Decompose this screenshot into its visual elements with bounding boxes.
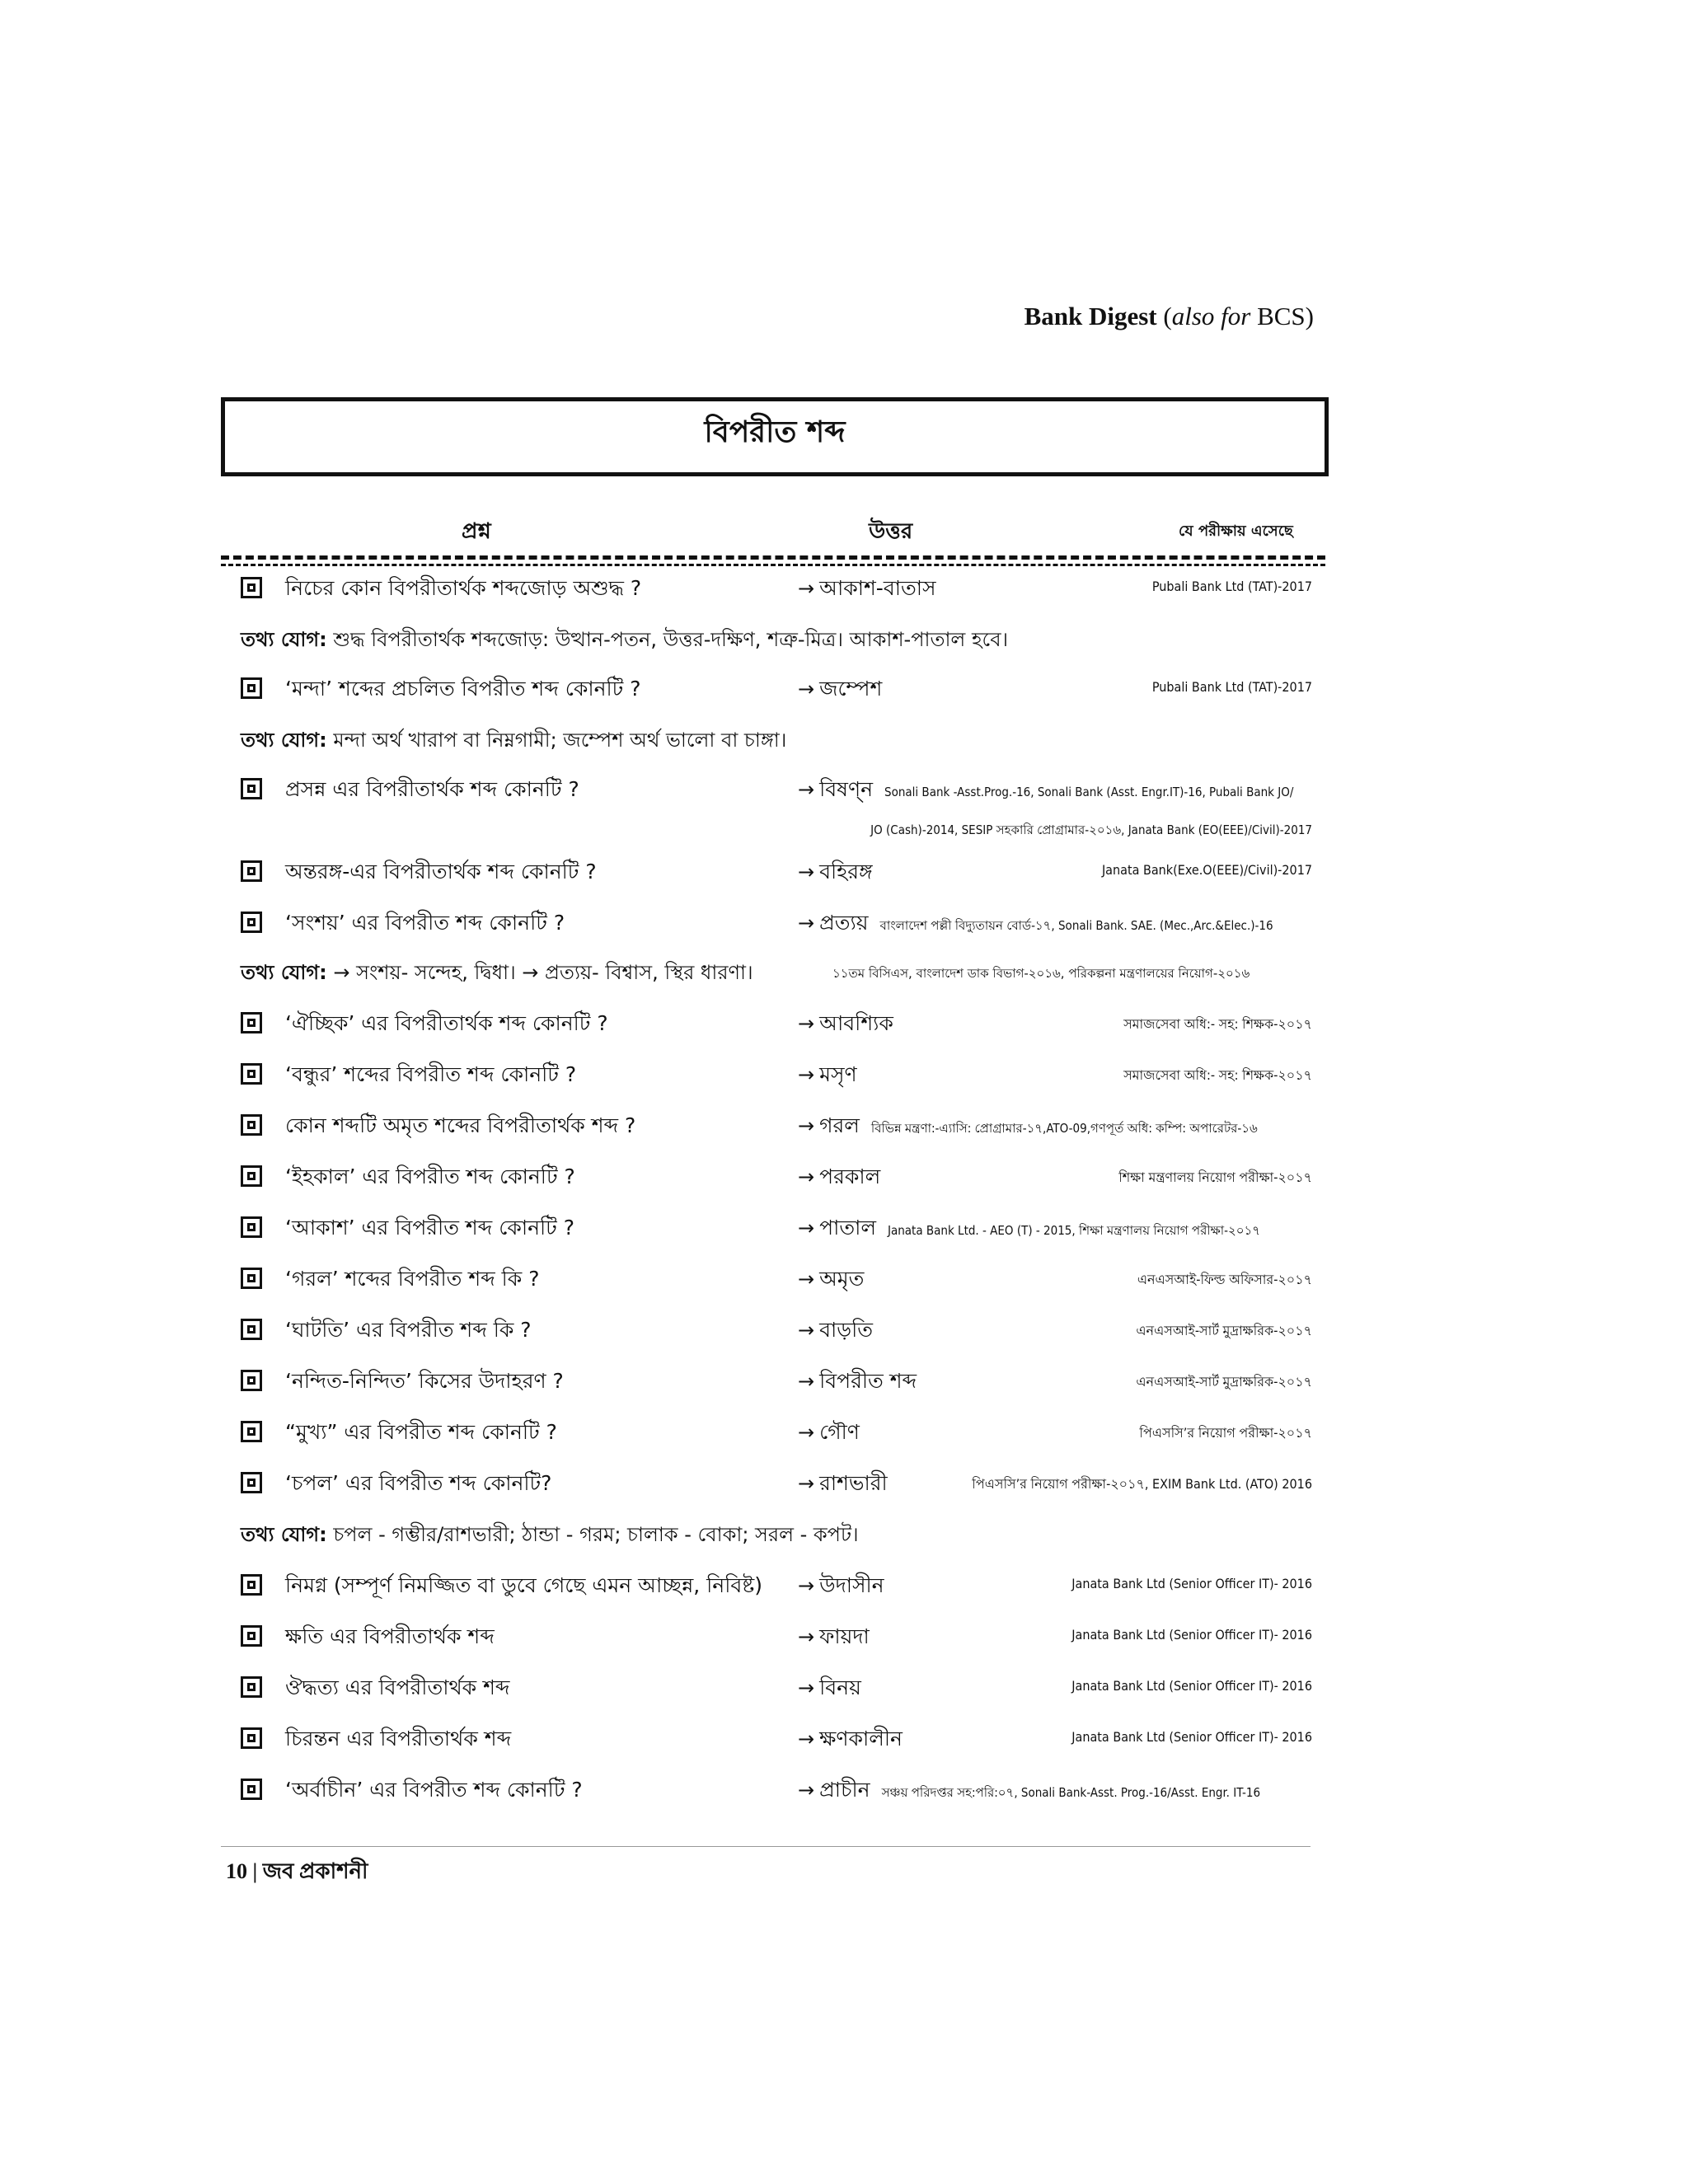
- answer: [798, 673, 882, 708]
- qa-row: [0, 1472, 1688, 1505]
- exam-source: Janata Bank Ltd. - AEO (T) - 2015, শিক্ষা মন্ত্রণালয় নিয়োগ পরীক্ষা-২০১৭: [887, 1223, 1261, 1238]
- arrow-right-icon: →: [798, 1727, 815, 1750]
- qa-row: [0, 1727, 1688, 1760]
- answer: [798, 1160, 880, 1196]
- answer-text: রাশভারী: [819, 1471, 888, 1495]
- answer-text: জম্পেশ: [819, 677, 883, 701]
- info-text: → সংশয়- সন্দেহ, দ্বিধা। → প্রত্যয়- বিশ্বাস, স্থির ধারণা।: [333, 961, 753, 984]
- square-bullet-icon: [241, 1012, 262, 1033]
- info-label: তথ্য যোগ:: [241, 1523, 327, 1546]
- header-divider: [221, 555, 1325, 560]
- exam-source-continued: JO (Cash)-2014, SESIP সহকারি প্রোগ্রামার-২০১৬, Janata Bank (EO(EEE)/Civil)-2017: [870, 823, 1312, 837]
- answer-text: মসৃণ: [819, 1062, 857, 1086]
- arrow-right-icon: →: [798, 1676, 815, 1699]
- column-header-answer: উত্তর: [869, 519, 913, 544]
- exam-source: Pubali Bank Ltd (TAT)-2017: [1151, 679, 1312, 695]
- answer: [798, 1314, 873, 1349]
- answer: [798, 1671, 861, 1707]
- qa-row: [0, 1165, 1688, 1198]
- info-label: তথ্য যোগ:: [241, 628, 327, 651]
- exam-source: সমাজসেবা অধি:- সহ: শিক্ষক-২০১৭: [1123, 1067, 1312, 1083]
- brand-tail: BCS: [1257, 302, 1306, 330]
- exam-source: Janata Bank Ltd (Senior Officer IT)- 2016: [1071, 1627, 1312, 1643]
- arrow-right-icon: →: [798, 860, 815, 883]
- arrow-right-icon: →: [798, 1268, 815, 1291]
- info-note: [241, 1520, 859, 1553]
- square-bullet-icon: [241, 1268, 262, 1289]
- qa-row: [0, 1625, 1688, 1658]
- arrow-right-icon: →: [798, 1114, 815, 1137]
- square-bullet-icon: [241, 577, 262, 598]
- square-bullet-icon: [241, 1779, 262, 1800]
- exam-source: সমাজসেবা অধি:- সহ: শিক্ষক-২০১৭: [1123, 1016, 1312, 1032]
- answer: [798, 1722, 903, 1758]
- answer-text: পরকাল: [819, 1165, 881, 1188]
- brand-name: Bank Digest: [1024, 302, 1157, 330]
- question-text: নিচের কোন বিপরীতার্থক শব্দজোড় অশুদ্ধ ?: [285, 576, 642, 600]
- footer-divider: [221, 1846, 1311, 1847]
- page-footer: [226, 1854, 368, 1891]
- arrow-right-icon: →: [798, 577, 815, 600]
- question-text: ‘ঐচ্ছিক’ এর বিপরীতার্থক শব্দ কোনটি ?: [285, 1011, 608, 1035]
- question-text: ‘মন্দা’ শব্দের প্রচলিত বিপরীত শব্দ কোনটি ?: [285, 677, 641, 701]
- square-bullet-icon: [241, 1472, 262, 1493]
- title-box: [221, 397, 1329, 476]
- question-text: প্রসন্ন এর বিপরীতার্থক শব্দ কোনটি ?: [285, 777, 579, 801]
- answer-text: বিনয়: [819, 1675, 861, 1699]
- answer: [798, 1212, 1260, 1247]
- info-note: [241, 725, 786, 758]
- answer: [798, 1365, 917, 1400]
- question-text: ‘ঘাটতি’ এর বিপরীত শব্দ কি ?: [285, 1318, 532, 1342]
- answer: [798, 855, 873, 891]
- exam-source: Janata Bank Ltd (Senior Officer IT)- 2016: [1071, 1678, 1312, 1694]
- qa-row: [0, 1268, 1688, 1301]
- answer-text: অমৃত: [819, 1267, 865, 1291]
- qa-row: [0, 778, 1688, 811]
- question-text: অন্তরঙ্গ-এর বিপরীতার্থক শব্দ কোনটি ?: [285, 860, 597, 883]
- page-number: 10: [226, 1859, 247, 1883]
- info-note: [241, 958, 753, 991]
- question-text: ‘চপল’ এর বিপরীত শব্দ কোনটি?: [285, 1471, 552, 1495]
- info-text: শুদ্ধ বিপরীতার্থক শব্দজোড়: উত্থান-পতন, উত্তর-দক্ষিণ, শত্রু-মিত্র। আকাশ-পাতাল হবে।: [333, 628, 1009, 651]
- exam-source: শিক্ষা মন্ত্রণালয় নিয়োগ পরীক্ষা-২০১৭: [1118, 1169, 1312, 1185]
- arrow-right-icon: →: [798, 677, 815, 701]
- square-bullet-icon: [241, 1625, 262, 1647]
- answer: [798, 1007, 893, 1043]
- answer-text: বহিরঙ্গ: [819, 860, 873, 883]
- arrow-right-icon: →: [798, 1063, 815, 1086]
- answer-text: প্রাচীন: [819, 1778, 870, 1802]
- exam-source: পিএসসি’র নিয়োগ পরীক্ষা-২০১৭, EXIM Bank Ltd. (ATO) 2016: [972, 1476, 1312, 1492]
- answer-text: প্রত্যয়: [819, 911, 869, 935]
- qa-row: [0, 1114, 1688, 1147]
- question-text: চিরন্তন এর বিপরীতার্থক শব্দ: [285, 1727, 512, 1750]
- exam-source: বিভিন্ন মন্ত্রণা:-এ্যাসি: প্রোগ্রামার-১৭,ATO-09,গণপূর্ত অধি: কম্পি: অপারেটর-১৬: [870, 1121, 1258, 1136]
- exam-source: পিএসসি’র নিয়োগ পরীক্ষা-২০১৭: [1139, 1425, 1312, 1441]
- publisher-name: জব প্রকাশনী: [262, 1859, 368, 1883]
- arrow-right-icon: →: [798, 1625, 815, 1648]
- answer-text: আবশ্যিক: [819, 1011, 893, 1035]
- qa-row: [0, 1779, 1688, 1811]
- exam-source: এনএসআই-সার্ট মুদ্রাক্ষরিক-২০১৭: [1136, 1374, 1312, 1390]
- square-bullet-icon: [241, 1370, 262, 1391]
- answer: [798, 1774, 1260, 1809]
- question-text: ক্ষতি এর বিপরীতার্থক শব্দ: [285, 1624, 495, 1648]
- answer-text: বাড়তি: [819, 1318, 874, 1342]
- page-title: বিপরীত শব্দ: [704, 415, 846, 449]
- qa-row: [0, 1216, 1688, 1249]
- answer-text: গরল: [819, 1113, 860, 1137]
- question-text: ‘বন্ধুর’ শব্দের বিপরীত শব্দ কোনটি ?: [285, 1062, 577, 1086]
- exam-source: Janata Bank Ltd (Senior Officer IT)- 2016: [1071, 1576, 1312, 1591]
- qa-row: [0, 1370, 1688, 1403]
- answer: [798, 1620, 870, 1656]
- square-bullet-icon: [241, 912, 262, 933]
- exam-source: বাংলাদেশ পল্লী বিদ্যুতায়ন বোর্ড-১৭, Sonali Bank. SAE. (Mec.,Arc.&Elec.)-16: [879, 918, 1273, 933]
- arrow-right-icon: →: [798, 1319, 815, 1342]
- arrow-right-icon: →: [798, 1574, 815, 1597]
- brand-italic: also for: [1171, 302, 1251, 330]
- arrow-right-icon: →: [798, 1472, 815, 1495]
- info-text: চপল - গম্ভীর/রাশভারী; ঠান্ডা - গরম; চালাক - বোকা; সরল - কপট।: [333, 1523, 859, 1546]
- square-bullet-icon: [241, 1216, 262, 1238]
- square-bullet-icon: [241, 677, 262, 699]
- answer-text: আকাশ-বাতাস: [819, 576, 936, 600]
- info-note: [241, 625, 1008, 658]
- question-text: ‘গরল’ শব্দের বিপরীত শব্দ কি ?: [285, 1267, 540, 1291]
- exam-source: সঞ্চয় পরিদপ্তর সহ:পরি:০৭, Sonali Bank-Asst. Prog.-16/Asst. Engr. IT-16: [881, 1785, 1261, 1800]
- qa-row: [0, 912, 1688, 944]
- exam-source: Janata Bank(Exe.O(EEE)/Civil)-2017: [1101, 862, 1312, 878]
- answer-text: গৌণ: [819, 1420, 860, 1444]
- answer-text: ফায়দা: [819, 1624, 870, 1648]
- square-bullet-icon: [241, 1421, 262, 1442]
- arrow-right-icon: →: [798, 1421, 815, 1444]
- question-text: ‘ইহকাল’ এর বিপরীত শব্দ কোনটি ?: [285, 1165, 575, 1188]
- exam-source: Janata Bank Ltd (Senior Officer IT)- 2016: [1071, 1729, 1312, 1745]
- question-text: কোন শব্দটি অমৃত শব্দের বিপরীতার্থক শব্দ ?: [285, 1113, 636, 1137]
- qa-row: [0, 1012, 1688, 1045]
- square-bullet-icon: [241, 1165, 262, 1187]
- question-text: ‘সংশয়’ এর বিপরীত শব্দ কোনটি ?: [285, 911, 565, 935]
- arrow-right-icon: →: [798, 1012, 815, 1035]
- square-bullet-icon: [241, 1676, 262, 1698]
- square-bullet-icon: [241, 1063, 262, 1085]
- answer-text: উদাসীন: [819, 1573, 884, 1597]
- header-divider-2: [221, 564, 1325, 566]
- answer: [798, 773, 1293, 808]
- info-label: তথ্য যোগ:: [241, 729, 327, 752]
- question-text: “মুখ্য” এর বিপরীত শব্দ কোনটি ?: [285, 1420, 557, 1444]
- qa-row: [0, 1574, 1688, 1607]
- column-header-source: যে পরীক্ষায় এসেছে: [1179, 523, 1293, 540]
- column-header-question: প্রশ্ন: [462, 519, 491, 544]
- answer: [798, 1416, 860, 1451]
- question-text: ঔদ্ধত্য এর বিপরীতার্থক শব্দ: [285, 1675, 510, 1699]
- header-brand: Bank Digest (also for BCS): [1024, 302, 1314, 330]
- footer-separator: |: [252, 1859, 258, 1883]
- answer: [798, 1263, 864, 1298]
- square-bullet-icon: [241, 1574, 262, 1596]
- answer: [798, 1467, 888, 1502]
- arrow-right-icon: →: [798, 912, 815, 935]
- question-text: ‘নন্দিত-নিন্দিত’ কিসের উদাহরণ ?: [285, 1369, 564, 1393]
- arrow-right-icon: →: [798, 1216, 815, 1240]
- answer-text: বিপরীত শব্দ: [819, 1369, 917, 1393]
- answer-text: পাতাল: [819, 1216, 876, 1240]
- answer: [798, 1058, 857, 1094]
- arrow-right-icon: →: [798, 778, 815, 801]
- qa-row: [0, 1319, 1688, 1352]
- answer: [798, 1109, 1258, 1145]
- square-bullet-icon: [241, 778, 262, 799]
- arrow-right-icon: →: [798, 1779, 815, 1802]
- square-bullet-icon: [241, 860, 262, 882]
- answer: [798, 907, 1273, 942]
- qa-row: [0, 677, 1688, 710]
- qa-row: [0, 1063, 1688, 1096]
- answer: [798, 572, 936, 607]
- square-bullet-icon: [241, 1319, 262, 1340]
- question-text: ‘আকাশ’ এর বিপরীত শব্দ কোনটি ?: [285, 1216, 574, 1240]
- exam-source: Pubali Bank Ltd (TAT)-2017: [1151, 579, 1312, 594]
- question-text: ‘অর্বাচীন’ এর বিপরীত শব্দ কোনটি ?: [285, 1778, 583, 1802]
- exam-source: এনএসআই-সার্ট মুদ্রাক্ষরিক-২০১৭: [1136, 1323, 1312, 1338]
- arrow-right-icon: →: [798, 1370, 815, 1393]
- square-bullet-icon: [241, 1727, 262, 1749]
- square-bullet-icon: [241, 1114, 262, 1136]
- question-text: নিমগ্ন (সম্পূর্ণ নিমজ্জিত বা ডুবে গেছে এমন আচ্ছন্ন, নিবিষ্ট): [285, 1573, 763, 1597]
- qa-row: [0, 1421, 1688, 1454]
- qa-row: [0, 860, 1688, 893]
- qa-row: [0, 1676, 1688, 1709]
- exam-source: Sonali Bank -Asst.Prog.-16, Sonali Bank (Asst. Engr.IT)-16, Pubali Bank JO/: [884, 785, 1294, 799]
- arrow-right-icon: →: [798, 1165, 815, 1188]
- answer: [798, 1569, 884, 1605]
- answer-text: ক্ষণকালীন: [819, 1727, 903, 1750]
- info-text: মন্দা অর্থ খারাপ বা নিম্নগামী; জম্পেশ অর্থ ভালো বা চাঙ্গা।: [333, 729, 787, 752]
- qa-row: [0, 577, 1688, 610]
- answer-text: বিষণ্ন: [819, 777, 873, 801]
- exam-source: এনএসআই-ফিল্ড অফিসার-২০১৭: [1137, 1272, 1312, 1287]
- info-label: তথ্য যোগ:: [241, 961, 327, 984]
- info-source: ১১তম বিসিএস, বাংলাদেশ ডাক বিভাগ-২০১৬, পরিকল্পনা মন্ত্রণালয়ের নিয়োগ-২০১৬: [832, 966, 1250, 981]
